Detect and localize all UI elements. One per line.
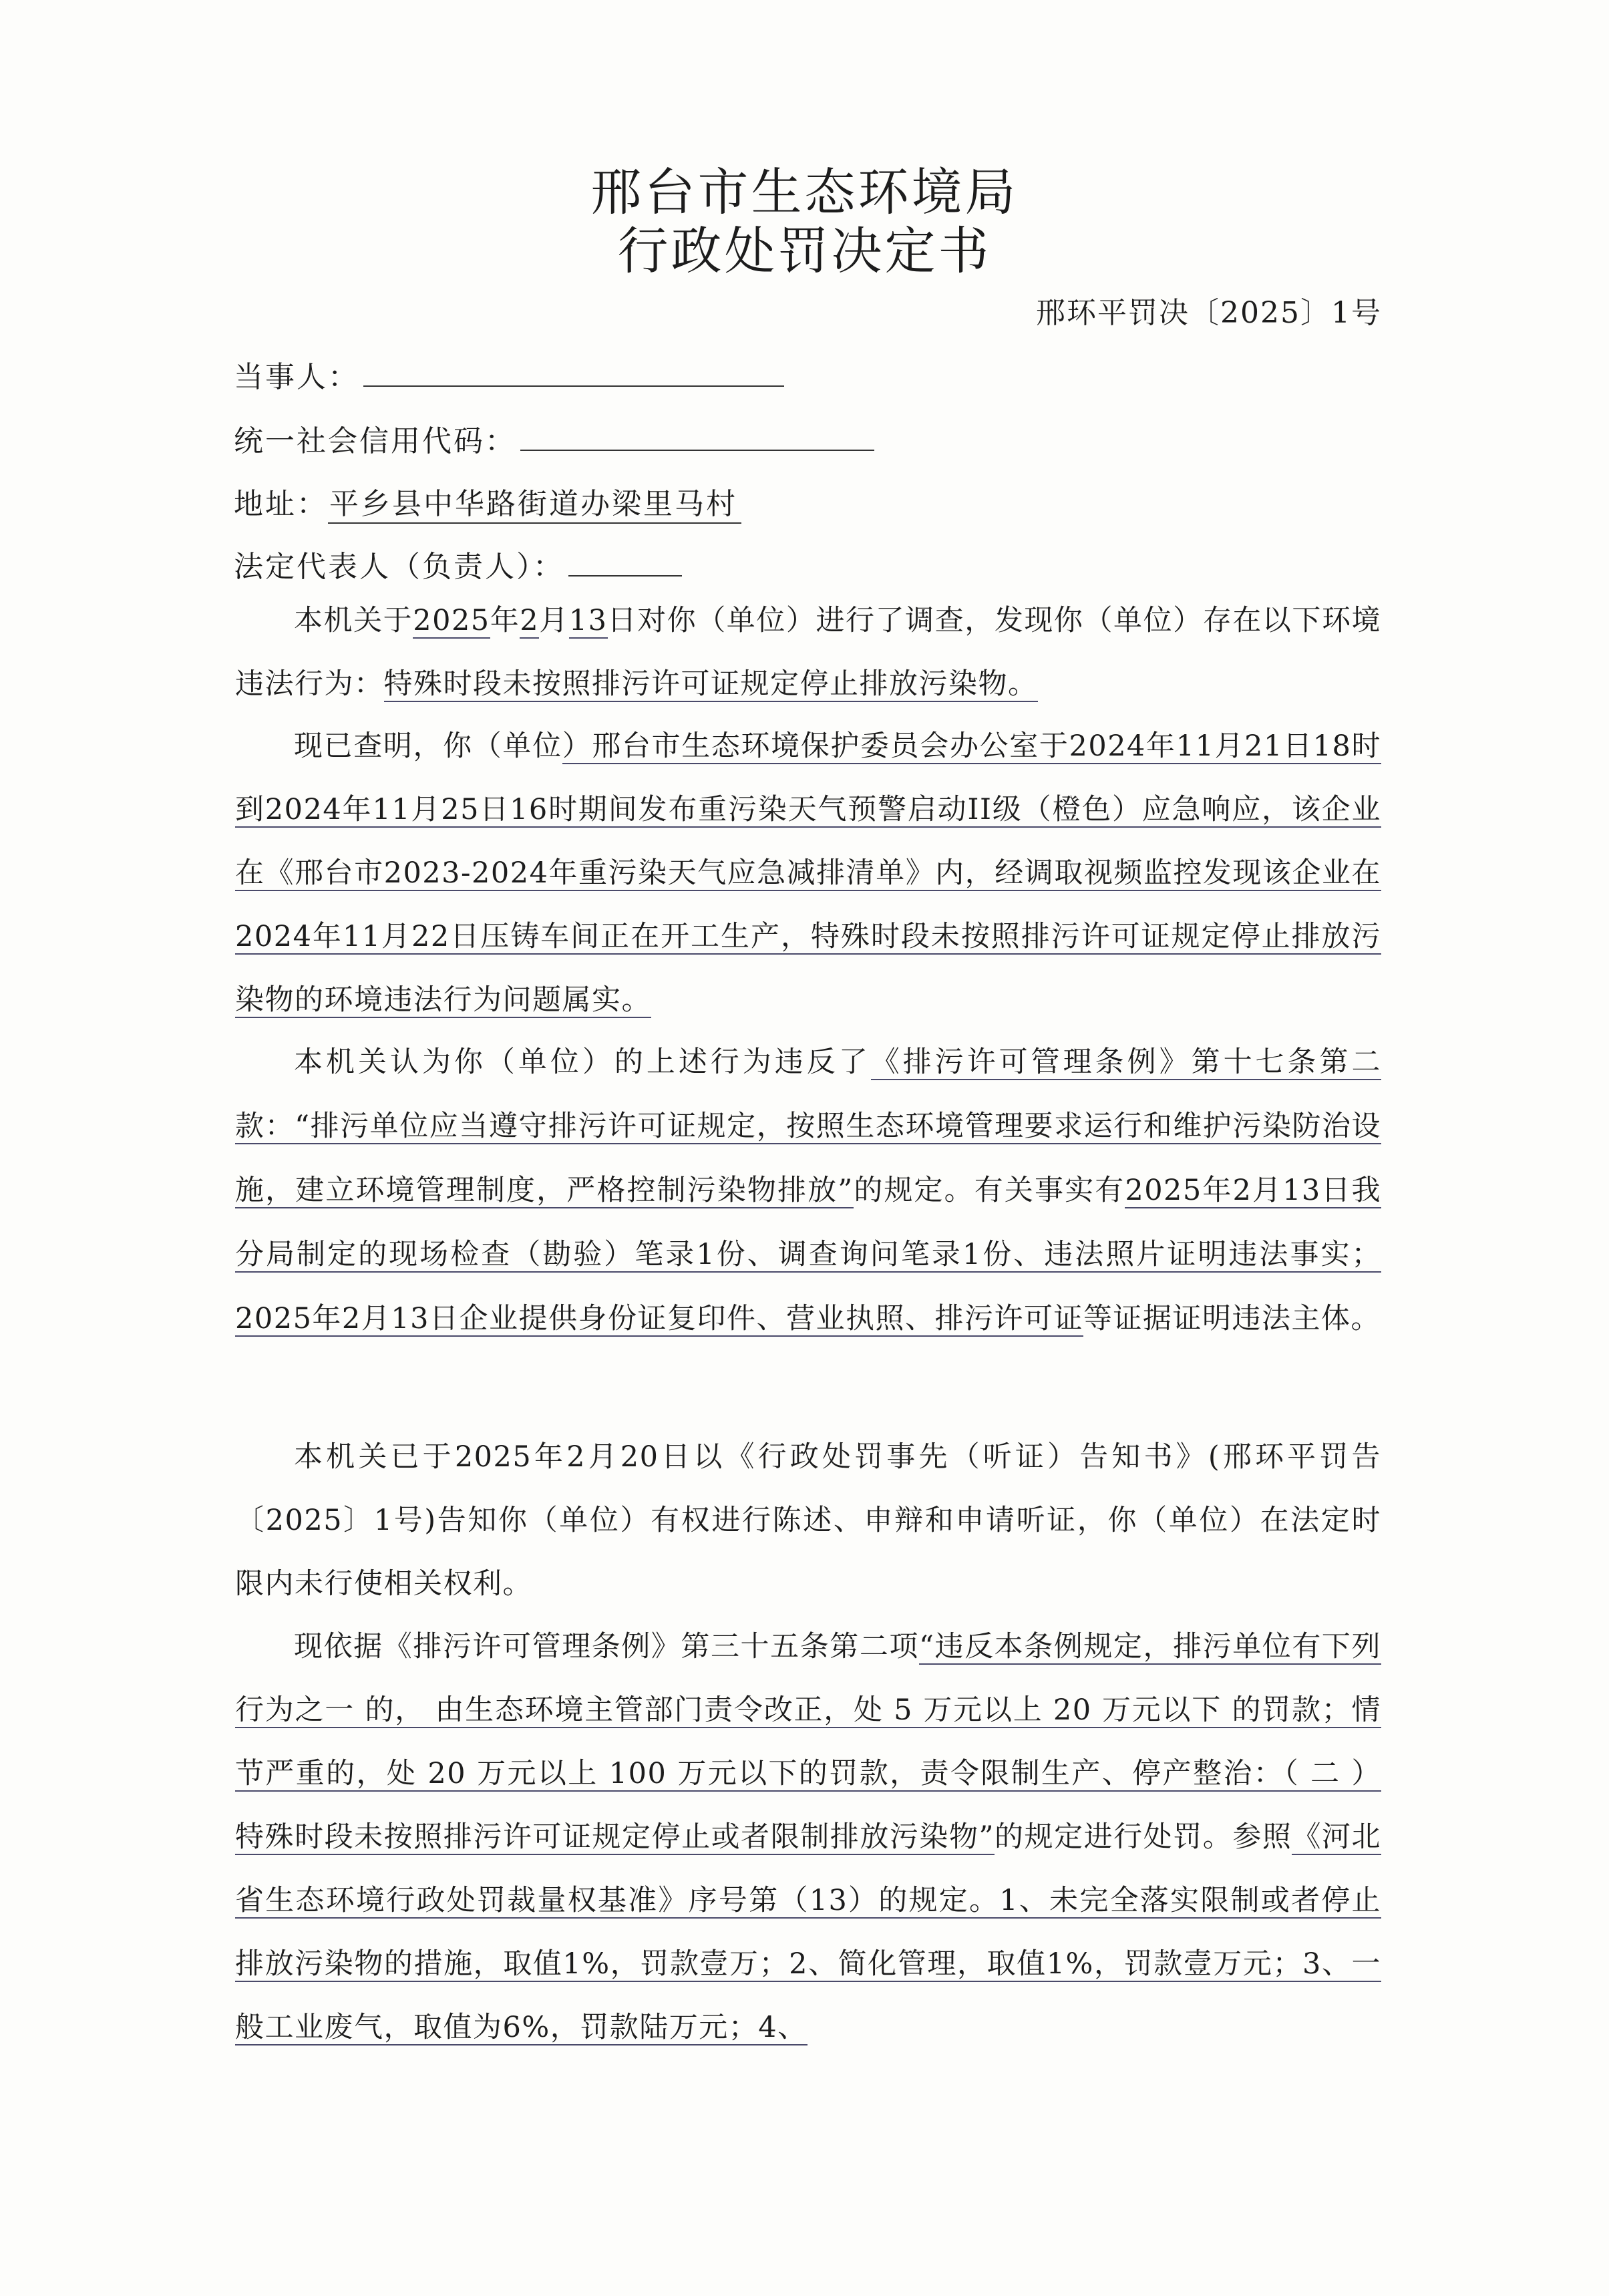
address-label: 地址：: [234, 487, 328, 521]
title-agency: 邢台市生态环境局: [590, 162, 1019, 222]
violation-text: 特殊时段未按照排污许可证规定停止排放污染物。: [383, 667, 1038, 701]
paragraph-investigation: 本机关于2025年2月13日对你（单位）进行了调查，发现你（单位）存在以下环境违法行为：特殊时段未按照排污许可证规定停止排放污染物。: [235, 604, 1382, 701]
party-field: [234, 353, 784, 395]
address-value: 平乡县中华路街道办梁里马村: [328, 487, 741, 524]
address-field: [234, 480, 741, 522]
paragraph-hearing-notice: 本机关已于2025年2月20日以《行政处罚事先（听证）告知书》(邢环平罚告〔2025〕1号)告知你（单位）有权进行陈述、申辩和申请听证，你（单位）在法定时限内未行使相关权利。: [235, 1440, 1381, 1601]
legal-rep-label: 法定代表人（负责人）：: [234, 550, 564, 584]
party-label: 当事人：: [234, 360, 359, 394]
paragraph-legal-basis: 本机关认为你（单位）的上述行为违反了《排污许可管理条例》第十七条第二款：“排污单位应当遵守排污许可证规定，按照生态环境管理要求运行和维护污染防治设施，建立环境管理制度，严格控制污染物排放”的规定。有关事实有2025年2月13日我分局制定的现场检查（勘验）笔录1份、调查询问笔录1份、违法照片证明违法事实；2025年2月13日企业提供身份证复印件、营业执照、排污许可证等证据证明违法主体。: [235, 1045, 1382, 1335]
legal-rep-blank: [568, 572, 682, 577]
party-blank: [363, 383, 784, 387]
legal-rep-field: [234, 542, 682, 585]
paragraph-penalty: 现依据《排污许可管理条例》第三十五条第二项“违反本条例规定，排污单位有下列行为之一 的， 由生态环境主管部门责令改正，处 5 万元以上 20 万元以下 的罚款；情节严重的，处 20 万元以上 100 万元以下的罚款，责令限制生产、停产整治：（ 二 ） 特殊时段未按照排污许可证规定停止或者限制排放污染物”的规定进行处罚。参照《河北省生态环境行政处罚裁量权基准》序号第（13）的规定。1、未完全落实限制或者停止排放污染物的措施，取值1%，罚款壹万；2、简化管理，取值1%，罚款壹万元；3、一般工业废气，取值为6%，罚款陆万元；4、: [235, 1630, 1382, 2044]
credit-code-field: [234, 417, 874, 460]
credit-code-blank: [520, 447, 874, 451]
document-number: 邢环平罚决〔2025〕1号: [1036, 296, 1382, 330]
title-document-type: 行政处罚决定书: [617, 221, 992, 281]
credit-code-label: 统一社会信用代码：: [234, 424, 516, 458]
paragraph-findings: 现已查明，你（单位）邢台市生态环境保护委员会办公室于2024年11月21日18时到2024年11月25日16时期间发布重污染天气预警启动II级（橙色）应急响应，该企业在《邢台市2023-2024年重污染天气应急减排清单》内，经调取视频监控发现该企业在2024年11月22日压铸车间正在开工生产，特殊时段未按照排污许可证规定停止排放污染物的环境违法行为问题属实。: [235, 729, 1381, 1017]
